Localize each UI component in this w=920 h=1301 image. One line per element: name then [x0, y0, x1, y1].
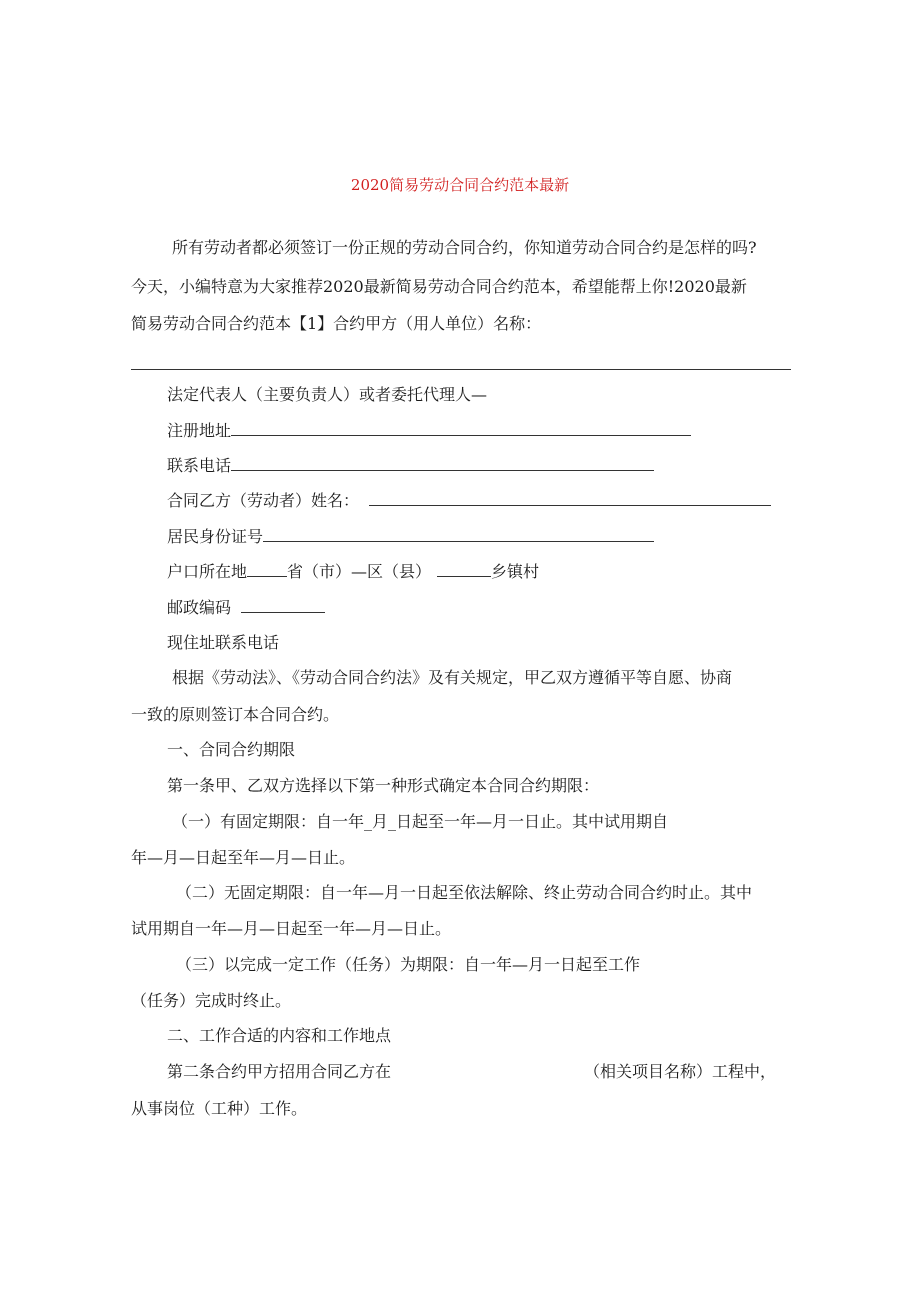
phone-row: [167, 455, 654, 476]
section2-heading: 二、工作合适的内容和工作地点: [167, 1026, 392, 1045]
reg-address-blank: [231, 420, 691, 436]
basis-line-1: 根据《劳动法》、《劳动合同合约法》及有关规定，甲乙双方遵循平等自愿、协商: [172, 668, 733, 687]
article2-right: （相关项目名称）工程中，: [584, 1062, 777, 1081]
clause2-line-2: 试用期自一年—月—日起至一年—月—日止。: [131, 919, 452, 938]
clause3-line-1: （三）以完成一定工作（任务）为期限：自一年—月一日起至工作: [176, 955, 641, 974]
party-b-name-label: 合同乙方（劳动者）姓名：: [167, 491, 360, 510]
intro-line-1: 所有劳动者都必须签订一份正规的劳动合同合约，你知道劳动合同合约是怎样的吗?: [172, 238, 757, 257]
article2-cont: 从事岗位（工种）工作。: [131, 1099, 308, 1118]
basis-line-2: 一致的原则签订本合同合约。: [131, 705, 340, 724]
phone-blank: [231, 455, 654, 471]
postal-row: [167, 597, 325, 618]
party-b-name-blank: [369, 490, 771, 506]
hukou-label: 户口所在地: [167, 562, 248, 581]
hukou-town-blank: [437, 561, 491, 577]
article2-left: 第二条合约甲方招用合同乙方在: [167, 1062, 392, 1081]
article1-text: 第一条甲、乙双方选择以下第一种形式确定本合同合约期限：: [167, 776, 600, 795]
hukou-province-blank: [247, 561, 287, 577]
clause1-line-1: （一）有固定期限：自一年_月_日起至一年—月一日止。其中试用期自: [172, 812, 669, 831]
document-title: 2020简易劳动合同合约范本最新: [350, 176, 570, 194]
postal-blank: [241, 597, 325, 613]
hukou-middle: 省（市）—区（县）: [287, 562, 432, 581]
reg-address-row: [167, 420, 691, 441]
id-number-label: 居民身份证号: [167, 527, 264, 546]
clause3-line-2: （任务）完成时终止。: [131, 991, 292, 1010]
hukou-suffix: 乡镇村: [491, 562, 540, 581]
current-address-field: 现住址联系电话: [167, 633, 280, 652]
hukou-row: [167, 561, 539, 582]
id-number-row: [167, 526, 654, 547]
id-number-blank: [263, 526, 654, 542]
party-b-name-row: [167, 490, 771, 511]
employer-name-blank: [131, 369, 791, 370]
reg-address-label: 注册地址: [167, 421, 232, 440]
postal-label: 邮政编码: [167, 598, 232, 617]
clause1-line-2: 年—月—日起至年—月—日止。: [131, 848, 356, 867]
intro-line-3: 简易劳动合同合约范本【1】合约甲方（用人单位）名称：: [131, 314, 542, 333]
legal-rep-field: 法定代表人（主要负责人）或者委托代理人—: [167, 385, 488, 404]
clause2-line-1: （二）无固定期限：自一年—月一日起至依法解除、终止劳动合同合约时止。其中: [176, 883, 753, 902]
phone-label: 联系电话: [167, 456, 232, 475]
section1-heading: 一、合同合约期限: [167, 740, 296, 759]
intro-line-2: 今天，小编特意为大家推荐2020最新简易劳动合同合约范本，希望能帮上你!2020最新: [131, 277, 747, 296]
